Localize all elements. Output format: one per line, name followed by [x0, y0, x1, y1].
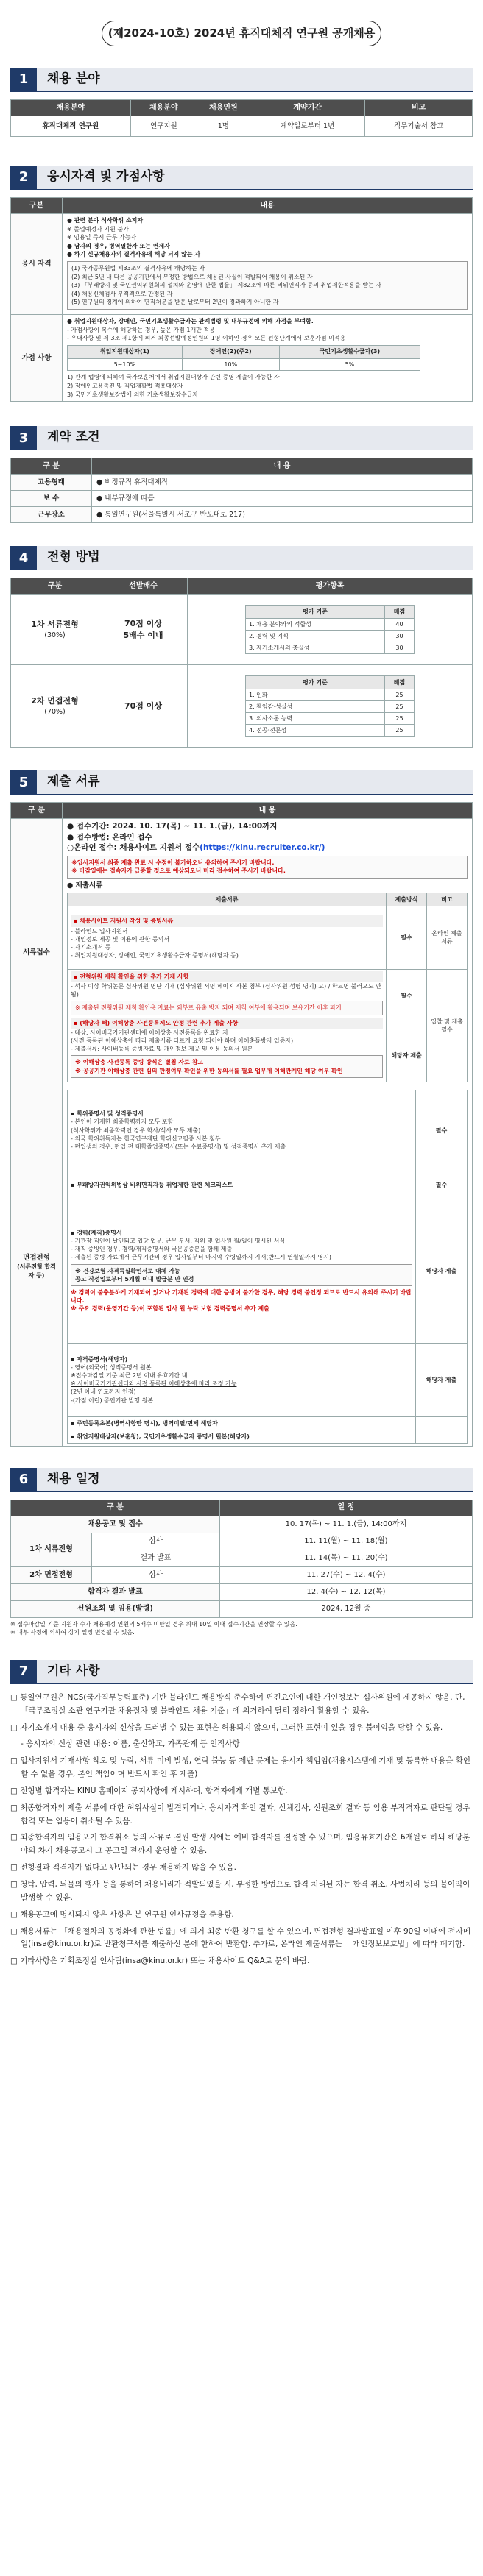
schedule-note: ※ 접수마감일 기준 지원자 수가 채용예정 인원의 5배수 미만일 경우 최대 10일 이내 접수기간을 연장할 수 있음. — [10, 1620, 297, 1628]
table-cell: 40 — [385, 618, 415, 630]
list-item: - 외국 학위취득자는 한국연구재단 학위신고필증 사본 첨부 — [71, 1135, 221, 1142]
row-label: 2차 면접전형 — [11, 1566, 92, 1583]
col-header: 선발배수 — [99, 578, 188, 595]
recruit-table — [10, 99, 473, 137]
interview-docs-table — [67, 1090, 468, 1444]
list-item: - 블라인드 입사지원서 — [71, 927, 128, 934]
list-item: □ 청탁, 압력, 뇌물의 행사 등을 통하여 채용비리가 적발되었을 시, 부정한 방법으로 합격 처리된 자는 합격 취소, 사법처리 등의 불이익이 발생할 수 있음. — [10, 1880, 470, 1902]
list-item: - 개인정보 제공 및 이용에 관한 동의서 — [71, 935, 170, 943]
doc-title: ▪ 자격증명서(해당자) — [71, 1355, 128, 1363]
section-number: 7 — [10, 1660, 37, 1683]
section-title: 계약 조건 — [37, 426, 473, 450]
table-cell: 1. 인화 — [246, 689, 385, 700]
list-item: □ 최종합격자의 임용포기 합격취소 등의 사유로 결원 발생 시에는 예비 합격자를 결정할 수 있으며, 임용유효기간은 6개월로 하되 해당분야의 차기 채용공고시 그 공고일 전까지 운영할 수 있음. — [10, 1833, 470, 1856]
section-title: 제출 서류 — [37, 770, 473, 794]
doc-title: ▪ 경력(재직)증명서 — [71, 1229, 122, 1236]
list-item: (4) 채용신체검사 부적격으로 판정된 자 — [71, 290, 173, 297]
list-item: ● 취업지원대상자, 장애인, 국민기초생활수급자는 관계법령 및 내부규정에 의해 가점을 부여함. — [67, 317, 314, 324]
notice-text: ※입사지원서 최종 제출 완료 시 수정이 불가하오니 유의하여 주시기 바랍니다. — [71, 859, 275, 867]
row-label: 신원조회 및 임용(발령) — [11, 1600, 220, 1617]
warning-box: ※ 제출된 전형위원 제척 확인용 자료는 외부로 유출 방지 되며 제척 여부에 활용되며 보유기간 이후 파기 — [71, 1001, 383, 1015]
stage-name: 2차 면접전형 — [31, 696, 79, 706]
list-item: (석사학위가 최종학력인 경우 학사/석사 모두 제출) — [71, 1126, 201, 1134]
stage-weight: (70%) — [44, 707, 66, 716]
section-documents — [10, 771, 473, 1447]
stage1-label — [11, 595, 99, 665]
table-cell: 10. 17(목) ~ 11. 1.(금), 14:00까지 — [219, 1516, 472, 1533]
warning-text: ※ 경력이 불충분하게 기재되어 있거나 기재된 경력에 대한 증빙이 불가한 경우, 해당 경력 불인정 되므로 반드시 유의해 주시기 바랍니다. ※ 주요 경력(운영기간 등)이 포함된 입사 원 누락 보험 경력증명서 추가 제출 — [71, 1288, 412, 1313]
col-header: 구 분 — [11, 803, 63, 819]
warning-box: ※ 이해상충 사전등록 증빙 방식은 별첨 자료 참고 ※ 공공기관 이해상충 관련 심의 판정여부 확인을 위한 동의서를 필요 업무에 이해관계인 해당 여부 확인 — [71, 1055, 383, 1077]
section-header — [10, 427, 473, 450]
table-cell: 2. 책임감·성실성 — [246, 700, 385, 712]
table-cell — [416, 1416, 468, 1430]
schedule-note: ※ 내부 사정에 의하여 상기 일정 변경될 수 있음. — [10, 1629, 135, 1636]
section-schedule — [10, 1469, 473, 1637]
col-header: 구 분 — [11, 458, 92, 475]
qualification-list — [63, 214, 473, 315]
list-item: -(가점 이런) 공인기관 발행 원본 — [71, 1397, 154, 1404]
list-item: ※ 임용일 즉시 근무 가능자 — [67, 234, 137, 241]
col-header: 배점 — [385, 605, 415, 618]
list-item: - 가점사항이 복수에 해당하는 경우, 높은 가점 1개만 적용 — [67, 326, 215, 333]
table-cell: 직무기술서 참고 — [365, 116, 473, 137]
list-item: - 재직 증빙인 경우, 경력/재직증명서와 국문공증본을 함께 제출 — [71, 1246, 233, 1253]
table-cell: ● 비정규직 휴직대체직 — [92, 475, 473, 491]
table-cell: 30 — [385, 642, 415, 654]
stage1-multiple — [99, 595, 188, 665]
table-cell: 심사 — [92, 1533, 220, 1550]
table-cell: 1. 채용 분야와의 적합성 — [246, 618, 385, 630]
list-item: - 기관장 직인이 날인되고 입당 업무, 근무 부서, 직위 및 업사원 월/일이 명시된 서식 — [71, 1238, 286, 1245]
section-number: 4 — [10, 546, 37, 570]
col-header: 비고 — [365, 100, 473, 116]
col-header: 국민기초생활수급자(3) — [279, 345, 420, 358]
table-cell: 25 — [385, 700, 415, 712]
stage-threshold: 70점 이상 — [124, 619, 162, 629]
section-number: 2 — [10, 166, 37, 189]
list-item: - 취업지원대상자, 장애인, 국민기초생활수급자 증명서(해당자 등) — [71, 952, 239, 959]
table-cell: 5% — [279, 358, 420, 371]
list-item: (2년 이내 연도까지 인정) — [71, 1388, 136, 1396]
page-title: (제2024-10호) 2024년 휴직대체직 연구원 공개채용 — [102, 21, 381, 46]
list-item: □ 기타사항은 기획조정실 인사팀(insa@kinu.or.kr) 또는 채용사이트 Q&A로 문의 바람. — [10, 1956, 310, 1966]
section-header — [10, 547, 473, 570]
doc-title: ▪ (해당자 해) 이해상충 사전등록제도 안정 관련 추가 제출 사항 — [71, 1018, 383, 1029]
list-item: □ 자기소개서 내용 중 응시자의 신상을 드러낼 수 있는 표현은 허용되지 않으며, 그러한 표현이 있을 경우 불이익을 당할 수 있음. — [10, 1722, 443, 1732]
submit-required: 필수 — [401, 992, 412, 999]
table-cell: 계약일로부터 1년 — [250, 116, 365, 137]
col-header: 채용인원 — [197, 100, 250, 116]
col-header: 제출서류 — [68, 893, 387, 906]
section-number: 5 — [10, 770, 37, 794]
section-number: 6 — [10, 1468, 37, 1491]
list-item: ● 남자의 경우, 병역필한자 또는 면제자 — [67, 242, 170, 249]
col-header: 구분 — [11, 578, 99, 595]
doc-item — [68, 1199, 416, 1343]
row-label: 응시 자격 — [11, 214, 63, 315]
list-item: □ 최종합격자의 제출 서류에 대한 허위사실이 발견되거나, 응시자격 확인 결과, 신체검사, 신원조회 결과 등 임용 부적격자로 판단될 경우 합격 또는 임용이 취소될 수 있음. — [10, 1803, 470, 1825]
table-cell: 해당자 제출 — [416, 1343, 468, 1416]
table-cell: 3. 자기소개서의 충실성 — [246, 642, 385, 654]
stage1-items — [188, 595, 473, 665]
criteria-table — [245, 675, 415, 737]
doc-item — [68, 1416, 416, 1430]
section-title: 응시자격 및 가점사항 — [37, 166, 473, 189]
table-cell: 12. 4(수) ~ 12. 12(목) — [219, 1583, 472, 1600]
doc-item — [68, 1343, 416, 1416]
list-item: □ 전형결과 적격자가 없다고 판단되는 경우 채용하지 않을 수 있음. — [10, 1863, 237, 1873]
doc-title: ▪ 학위증명서 및 성적증명서 — [71, 1110, 144, 1118]
selection-table — [10, 578, 473, 748]
contract-table — [10, 458, 473, 523]
method-text: ● 접수방법: 온라인 접수 — [67, 832, 152, 842]
list-item: - 본인이 기재한 최종학력까지 모두 포함 — [71, 1118, 174, 1126]
section-title: 전형 방법 — [37, 546, 473, 570]
table-cell: 3. 의사소통 능력 — [246, 713, 385, 725]
table-cell: 11. 27(수) ~ 12. 4(수) — [219, 1566, 472, 1583]
table-cell: 결과 발표 — [92, 1550, 220, 1566]
col-header: 구분 — [11, 198, 63, 214]
list-item: - 제출서류: 사이버등록 증빙자료 및 개인정보 제공 및 이용 동의서 원본 — [71, 1046, 253, 1053]
list-item: - 영어(외국어) 성적증명서 원본 — [71, 1363, 152, 1371]
recruit-site-link[interactable]: (https://kinu.recruiter.co.kr/) — [200, 843, 325, 853]
doc-title: ▪ 전형위원 제척 확인을 위한 추가 기재 사항 — [71, 971, 383, 982]
col-header: 내 용 — [63, 803, 473, 819]
bonus-table — [67, 345, 420, 372]
table-cell: ● 내부규정에 따름 — [92, 491, 473, 507]
list-item: □ 전형별 합격자는 KINU 홈페이지 공지사항에 게시하며, 합격자에게 개별 통보함. — [10, 1786, 288, 1795]
table-cell: 필수 — [416, 1171, 468, 1199]
list-item: □ 채용공고에 명시되지 않은 사항은 본 연구원 인사규정을 준용함. — [10, 1909, 234, 1919]
col-header: 평가 기준 — [246, 675, 385, 689]
row-label-text: 면접전형 — [23, 1253, 50, 1262]
row-label-sub: (서류전형 합격자 등) — [17, 1263, 56, 1279]
table-cell: 2024. 12월 중 — [219, 1600, 472, 1617]
table-cell: 11. 11(월) ~ 11. 18(월) — [219, 1533, 472, 1550]
list-item: (1) 국가공무원법 제33조의 결격사유에 해당하는 자 — [71, 264, 205, 272]
row-label: 서류접수 — [11, 819, 63, 1087]
doc-title: ▪ 취업지원대상자(보훈청), 국민기초생활수급자 증명서 원본(해당자) — [71, 1433, 250, 1440]
list-item: (2) 최근 5년 내 다른 공공기관에서 부정한 방법으로 채용된 사실이 적발되어 채용이 취소된 자 — [71, 273, 313, 280]
notice-box — [67, 856, 468, 878]
doc-item — [68, 969, 387, 1082]
list-item: ※ 사이버국가기관센터와 사전 등록된 이해상충에 따라 조정 가능 — [71, 1380, 237, 1388]
stage2-label — [11, 665, 99, 748]
period-text: ● 접수기간: 2024. 10. 17(목) ~ 11. 1.(금), 14:00까지 — [67, 822, 278, 831]
list-item: (3) 「부패방지 및 국민권익위원회의 설치와 운영에 관한 법률」 제82조에 따른 비위면직자 등의 취업제한적용을 받는 자 — [71, 282, 381, 289]
row-label: 1차 서류전형 — [11, 1533, 92, 1566]
section-title: 기타 사항 — [37, 1660, 473, 1683]
submit-conditional: 해당자 제출 — [391, 1051, 422, 1059]
col-header: 내용 — [63, 198, 473, 214]
list-item: - 대상: 사이버국가기관센터에 이해상충 사전등록을 완료한 자 — [71, 1029, 229, 1036]
section-header — [10, 1469, 473, 1492]
table-cell: 필수 — [416, 1090, 468, 1171]
section-etc — [10, 1661, 473, 1968]
submit-docs-table — [67, 893, 468, 1082]
col-header: 평가항목 — [188, 578, 473, 595]
qualification-table — [10, 197, 473, 402]
table-cell: 1명 — [197, 116, 250, 137]
submission-cell — [63, 819, 473, 1087]
table-cell: ● 통일연구원(서울특별시 서초구 반포대로 217) — [92, 507, 473, 523]
notice-text: ※ 마감일에는 접속자가 급증할 것으로 예상되오니 미리 접수하여 주시기 바랍니다. — [71, 867, 286, 875]
section-number: 1 — [10, 68, 37, 91]
table-cell — [416, 1430, 468, 1443]
list-item: 1) 관계 법령에 의하여 국가보훈처에서 취업지원대상자 관련 증명 제출이 가능한 자 — [67, 374, 280, 381]
list-item: 3) 국민기초생활보장법에 의한 기초생활보장수급자 — [67, 391, 199, 398]
table-cell: 휴직대체직 연구원 — [11, 116, 131, 137]
stage-multiple: 5배수 이내 — [123, 630, 163, 640]
list-item: - 응시자의 신상 관련 내용: 이름, 출신학교, 가족관계 등 인적사항 — [21, 1739, 240, 1749]
col-header: 평가 기준 — [246, 605, 385, 618]
documents-table — [10, 802, 473, 1447]
submit-heading: ● 제출서류 — [67, 881, 103, 890]
row-label: 보 수 — [11, 491, 92, 507]
section-qualification — [10, 166, 473, 402]
doc-item — [68, 906, 387, 969]
section-recruit — [10, 68, 473, 137]
section-header — [10, 166, 473, 190]
table-cell: 5~10% — [68, 358, 183, 371]
doc-title: ▪ 주민등록초본(병역사항만 명시), 병역미필/면제 해당자 — [71, 1419, 218, 1427]
doc-title: ▪ 채용사이트 지원서 작성 및 증빙서류 — [71, 915, 383, 926]
table-cell: 2. 경력 및 지식 — [246, 631, 385, 642]
table-cell: 25 — [385, 689, 415, 700]
list-item: ● 관련 분야 석사학위 소지자 — [67, 217, 144, 224]
doc-item — [68, 1090, 416, 1171]
row-label: 채용공고 및 접수 — [11, 1516, 220, 1533]
section-header — [10, 1661, 473, 1684]
row-label: 가점 사항 — [11, 314, 63, 401]
table-cell: 심사 — [92, 1566, 220, 1583]
list-item: □ 통일연구원은 NCS(국가직무능력표준) 기반 블라인드 채용방식 준수하여 편견요인에 대한 개인정보는 심사위원에 제공하지 않음. 단, 「국무조정실 소관 연구기관 채용절차 및 블라인드 채용 기준」에 의거하여 달리 정하여 활용할 수 있음. — [10, 1692, 465, 1715]
stage-weight: (30%) — [44, 631, 66, 639]
list-item: - 편입생의 경우, 편입 전 대학졸업증명서(또는 수료증명서) 및 성적증명서 추가 제출 — [71, 1143, 286, 1150]
list-item: 2) 장애인고용촉진 및 직업재활법 적용대상자 — [67, 382, 183, 389]
section-selection — [10, 547, 473, 748]
row-label: 고용형태 — [11, 475, 92, 491]
table-cell: 30 — [385, 631, 415, 642]
table-cell: 입찰 및 제출필수 — [427, 969, 468, 1082]
section-title: 채용 일정 — [37, 1468, 473, 1491]
list-item: - 우대사항 및 제 3조 제1항에 의거 최종선발예정인원의 1명 이하인 경우 모든 전형단계에서 보훈가점 미적용 — [67, 335, 346, 342]
section-number: 3 — [10, 426, 37, 450]
table-cell: 10% — [182, 358, 279, 371]
criteria-table — [245, 605, 415, 655]
doc-title: ▪ 부패방지권익위법상 비위면직자등 취업제한 관련 체크리스트 — [71, 1181, 233, 1188]
list-item: - 석사 이상 학위논문 심사위원 명단 기재 (심사위원 서명 페이지 사본 첨부 (심사위원 성명 명기) 요) / 학교명 불러오도 안 됨) — [71, 983, 381, 998]
doc-item — [68, 1171, 416, 1199]
table-cell: 온라인 제출서류 — [427, 906, 468, 969]
table-cell: 25 — [385, 725, 415, 737]
interview-docs-cell — [63, 1087, 473, 1446]
schedule-table — [10, 1500, 473, 1618]
row-label: 합격자 결과 발표 — [11, 1583, 220, 1600]
info-box: ※ 건강보험 자격득실확인서로 대체 가능 공고 작성일로부터 5개월 이내 발급분 만 인정 — [71, 1264, 412, 1286]
table-cell: 25 — [385, 713, 415, 725]
col-header: 배점 — [385, 675, 415, 689]
table-cell: 필수 — [387, 906, 427, 969]
online-text: ○온라인 접수: 채용사이트 지원서 접수 — [67, 843, 200, 853]
col-header: 제출방식 — [387, 893, 427, 906]
col-header: 비고 — [427, 893, 468, 906]
stage-threshold: 70점 이상 — [99, 665, 188, 748]
etc-list — [10, 1692, 473, 1968]
list-item: - 자기소개서 등 — [71, 943, 111, 951]
list-item: (사전 등록된 이해상충에 따라 제출서류 다르게 요청 되어야 하며 이해충돌방지 입증자) — [71, 1037, 294, 1044]
list-item: □ 입사지원서 기재사항 착오 및 누락, 서류 미비 발생, 연락 불능 등 제반 문제는 응시자 책임임(채용시스템에 기재 및 등록한 내용을 확인할 수 없을 경우, 본인 책임이며 반드시 확인 후 제출) — [10, 1756, 471, 1779]
table-cell: 11. 14(목) ~ 11. 20(수) — [219, 1550, 472, 1566]
section-title: 채용 분야 — [37, 68, 473, 91]
table-cell: 4. 전공·전문성 — [246, 725, 385, 737]
doc-item — [68, 1430, 416, 1443]
list-item: □ 채용서류는 「채용절차의 공정화에 관한 법률」에 의거 최종 반환 청구를 할 수 있으며, 면접전형 결과발표일 이후 90일 이내에 전자메일(insa@kinu.or.kr)로 반환청구서를 제출하신 분에 한하여 반환함. 추가로, 온라인 제출서류는 「개인정보보호법」에 따라 폐기함. — [10, 1926, 470, 1949]
section-header — [10, 68, 473, 92]
stage-name: 1차 서류전형 — [31, 620, 79, 630]
table-cell: 해당자 제출 — [416, 1199, 468, 1343]
list-item: ※ 졸업예정자 지원 불가 — [67, 225, 129, 233]
col-header: 구 분 — [11, 1500, 220, 1516]
col-header: 내 용 — [92, 458, 473, 475]
row-label — [11, 1087, 63, 1446]
section-contract — [10, 427, 473, 523]
col-header: 취업지원대상자(1) — [68, 345, 183, 358]
list-item: (5) 연구원의 징계에 의하여 면직처분을 받은 날로부터 2년이 경과하지 아니한 자 — [71, 299, 279, 306]
table-cell — [387, 969, 427, 1082]
stage2-items — [188, 665, 473, 748]
col-header: 장애인(2)(주2) — [182, 345, 279, 358]
bonus-list — [63, 314, 473, 401]
table-cell: 연구지원 — [130, 116, 197, 137]
disqualification-box — [67, 261, 468, 310]
col-header: 채용분야 — [11, 100, 131, 116]
list-item: ※접수마감일 기준 최근 2년 이내 유효기간 내 — [71, 1372, 188, 1380]
col-header: 채용분야 — [130, 100, 197, 116]
row-label: 근무장소 — [11, 507, 92, 523]
list-item: ● 하기 신규채용자의 결격사유에 해당 되지 않는 자 — [67, 251, 201, 258]
list-item: - 제출된 증빙 자료에서 근무기간의 경우 입사일부터 마지막 수령일까지 기재(반드시 연월일까지 명시) — [71, 1254, 331, 1261]
section-header — [10, 771, 473, 795]
col-header: 계약기간 — [250, 100, 365, 116]
col-header: 일 정 — [219, 1500, 472, 1516]
